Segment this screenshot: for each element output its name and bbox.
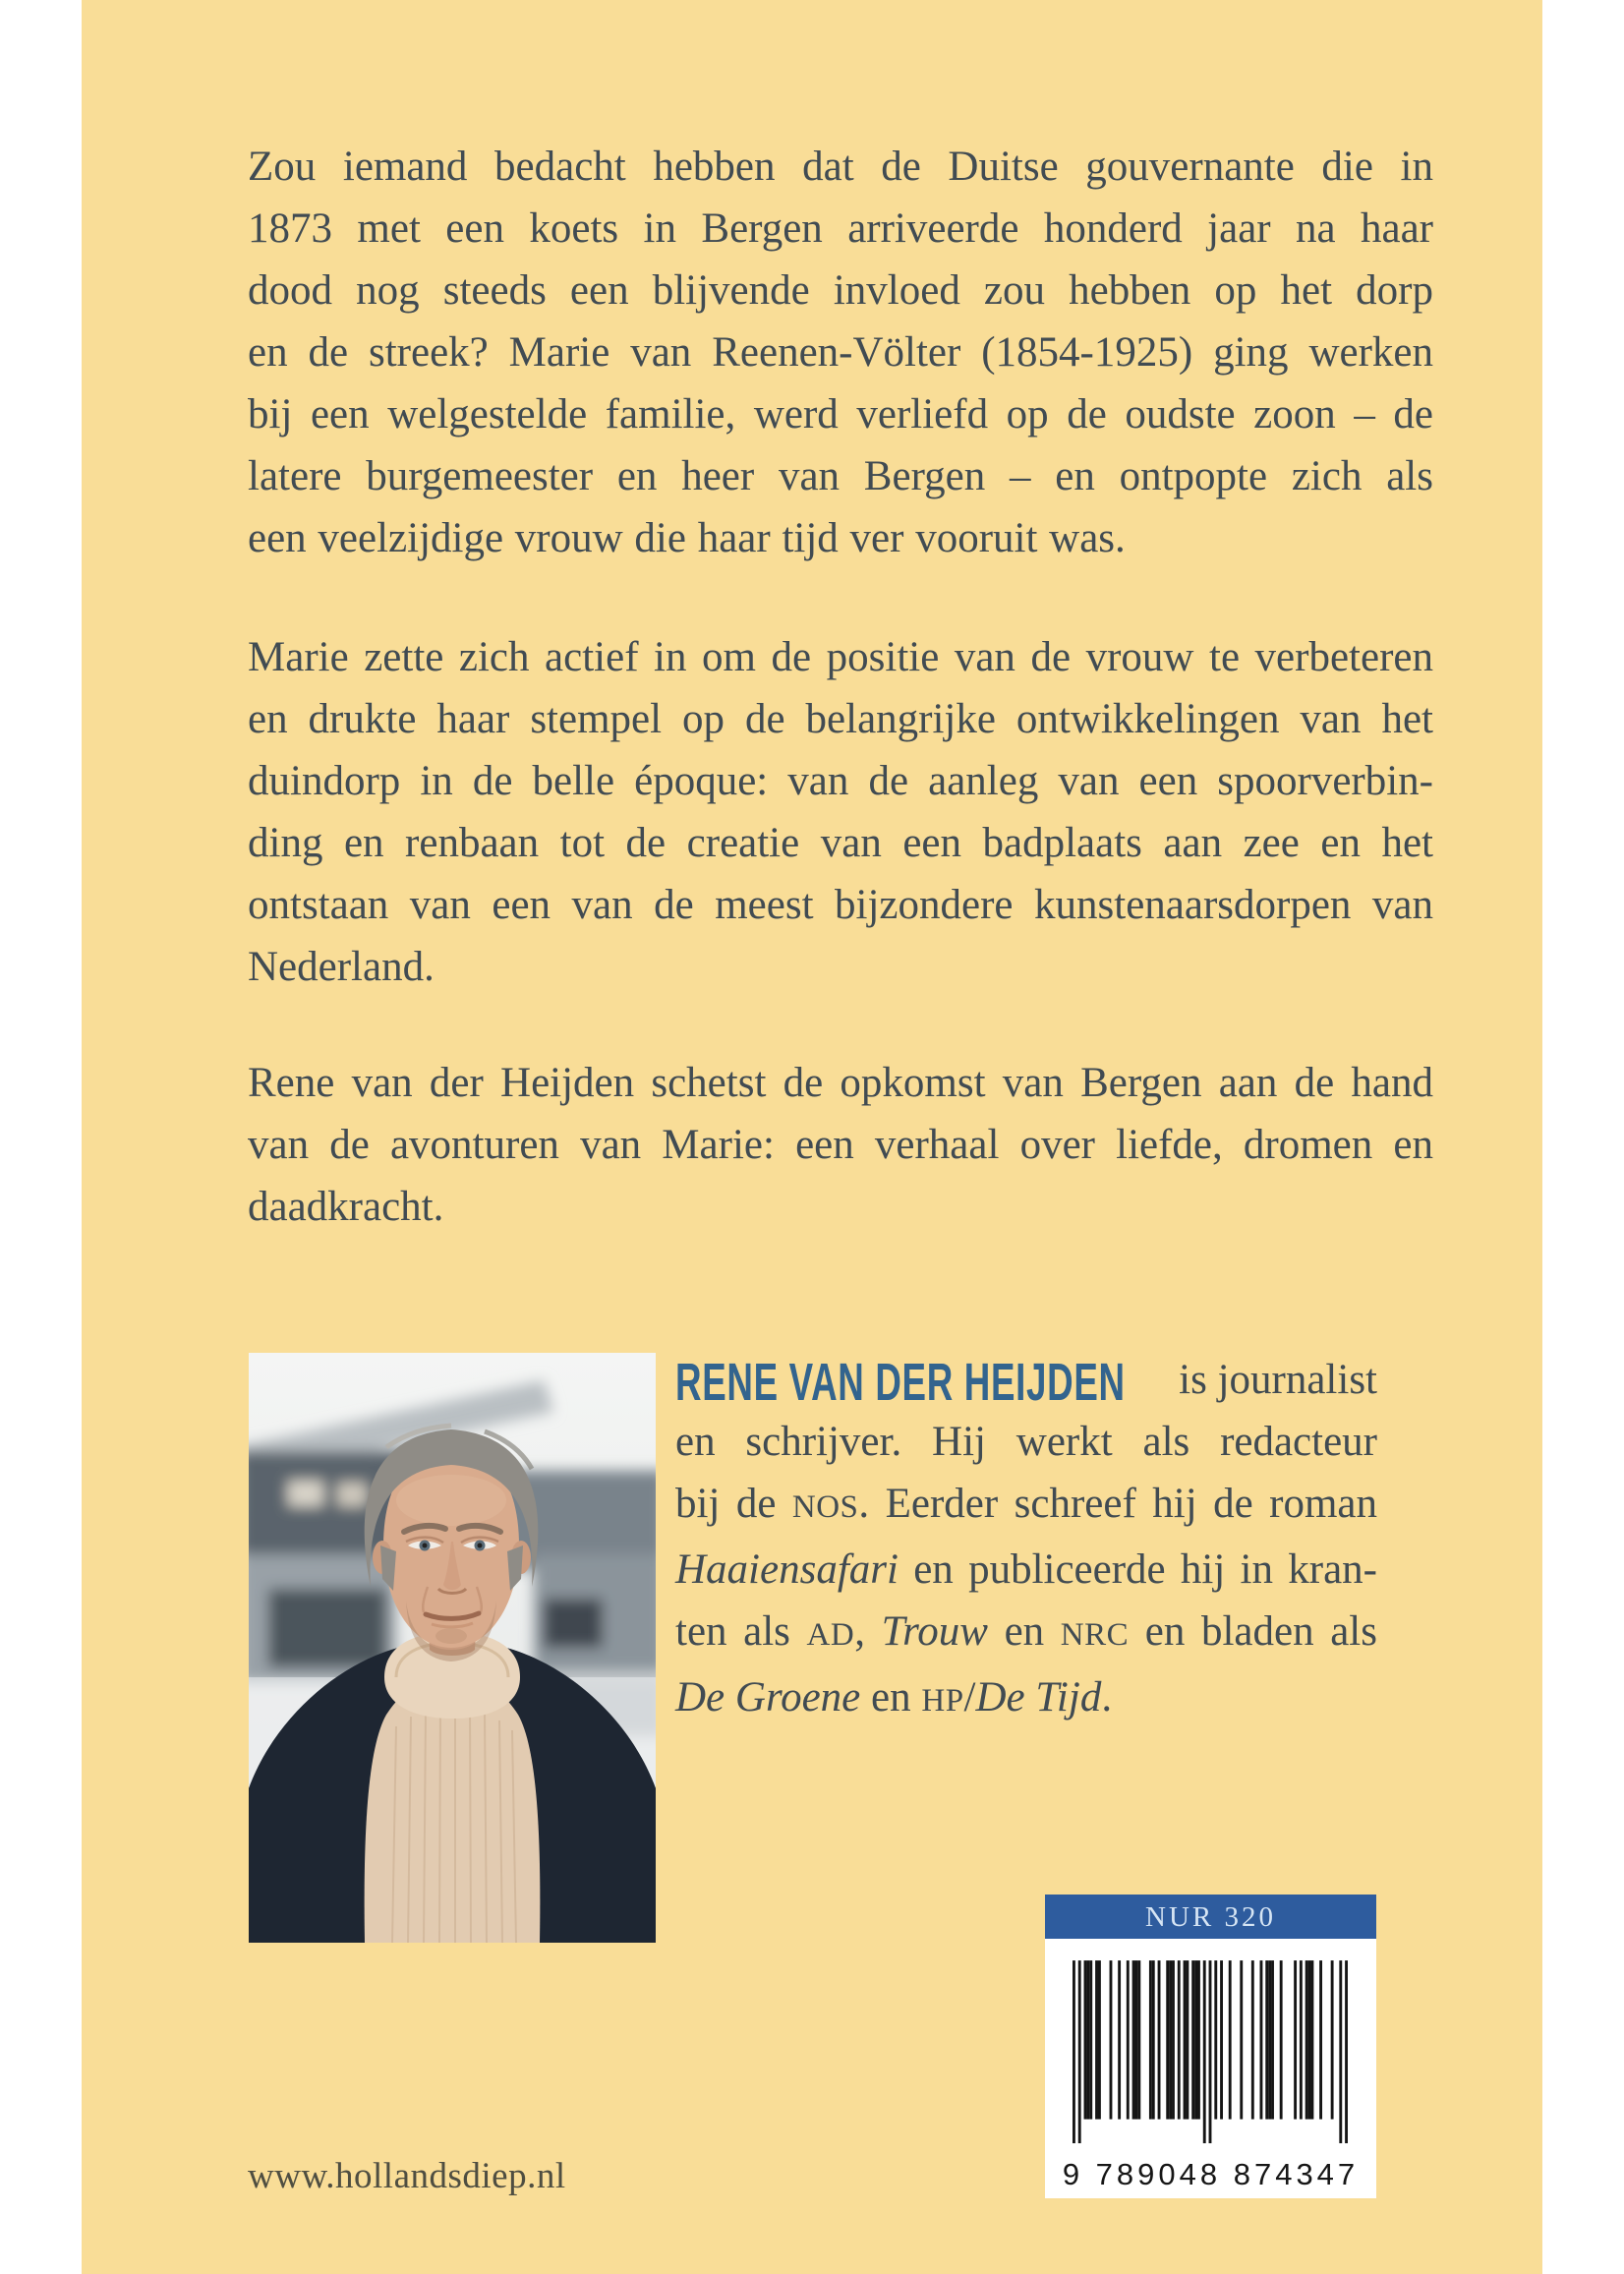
bio-text-segment: . Eerder schreef hij de roman xyxy=(858,1481,1377,1527)
text-line: ontstaan van een van de meest bijzondere kunstenaarsdorpen van xyxy=(248,882,1433,928)
text-line: en de streek? Marie van Reenen-Völter (1854-1925) ging werken xyxy=(248,329,1433,376)
bio-text-segment: Trouw xyxy=(881,1608,988,1655)
isbn-digits: 9 789048 874347 xyxy=(1062,2157,1360,2191)
bio-text-segment: en xyxy=(860,1674,922,1720)
publisher-website: www.hollandsdiep.nl xyxy=(248,2156,566,2196)
bio-text-segment: NOS xyxy=(791,1489,859,1525)
text-line: duindorp in de belle époque: van de aanleg van een spoorverbin- xyxy=(248,758,1433,804)
bio-line xyxy=(675,1601,1377,1666)
text-line: Rene van der Heijden schetst de opkomst van Bergen aan de hand xyxy=(248,1060,1433,1106)
bio-text-segment: ten als xyxy=(675,1608,807,1655)
author-portrait-illustration xyxy=(249,1353,656,1943)
text-line: en drukte haar stempel op de belangrijke ontwikkelingen van het xyxy=(248,696,1433,742)
cover-background xyxy=(82,0,1542,2274)
text-line: daadkracht. xyxy=(248,1184,444,1230)
bio-text-segment: en schrijver. Hij werkt als redacteur xyxy=(675,1419,1377,1465)
bio-text-segment: bij de xyxy=(675,1481,792,1527)
author-bio xyxy=(675,1349,1377,1732)
text-line: bij een welgestelde familie, werd verliefd op de oudste zoon – de xyxy=(248,391,1433,437)
bio-text-segment: / xyxy=(963,1674,976,1720)
text-line: Nederland. xyxy=(248,944,435,990)
bio-text-segment: , xyxy=(854,1608,882,1655)
bio-line xyxy=(675,1349,1377,1411)
nur-label: NUR 320 xyxy=(1045,1895,1376,1939)
text-line: Zou iemand bedacht hebben dat de Duitse gouvernante die in xyxy=(248,144,1433,190)
bio-text-segment: is journalist xyxy=(1179,1357,1377,1403)
barcode-bars xyxy=(1073,1958,1348,2150)
text-line: latere burgemeester en heer van Bergen – en ontpopte zich als xyxy=(248,453,1433,499)
bio-line xyxy=(675,1539,1377,1601)
barcode xyxy=(1045,1939,1376,2198)
author-photo xyxy=(249,1353,656,1943)
blurb-paragraph-2 xyxy=(248,626,1433,998)
bio-text-segment: en bladen als xyxy=(1129,1608,1377,1655)
bio-text-segment: AD xyxy=(806,1617,855,1653)
bio-text-segment: Haaiensafari xyxy=(675,1546,899,1593)
bio-text-segment: HP xyxy=(921,1683,964,1719)
text-line: 1873 met een koets in Bergen arriveerde honderd jaar na haar xyxy=(248,205,1433,252)
text-line: Marie zette zich actief in om de positie van de vrouw te verbeteren xyxy=(248,634,1433,680)
blurb-paragraph-3 xyxy=(248,1052,1433,1238)
bio-line xyxy=(675,1666,1377,1732)
bio-line xyxy=(675,1411,1377,1473)
bio-text-segment: De Groene xyxy=(675,1674,861,1720)
text-line: van de avonturen van Marie: een verhaal over liefde, dromen en xyxy=(248,1122,1433,1168)
text-line: ding en renbaan tot de creatie van een badplaats aan zee en het xyxy=(248,820,1433,866)
bio-text-segment: NRC xyxy=(1060,1617,1130,1653)
bio-text-segment: De Tijd xyxy=(975,1674,1102,1720)
bio-text-segment: en xyxy=(987,1608,1061,1655)
author-name: RENE VAN DER HEIJDEN xyxy=(675,1353,1126,1412)
bio-text-segment: . xyxy=(1101,1674,1113,1720)
text-line: dood nog steeds een blijvende invloed zou hebben op het dorp xyxy=(248,267,1433,314)
bio-text-segment: en publiceerde hij in kran- xyxy=(898,1546,1377,1593)
barcode-panel xyxy=(1045,1895,1376,2198)
text-line: een veelzijdige vrouw die haar tijd ver vooruit was. xyxy=(248,515,1126,561)
bio-line xyxy=(675,1473,1377,1539)
blurb-paragraph-1 xyxy=(248,136,1433,569)
